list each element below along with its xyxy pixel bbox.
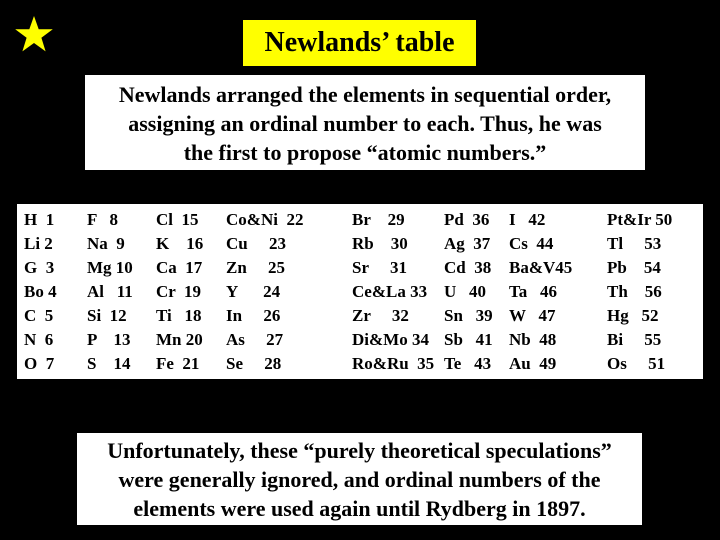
table-cell: Y 24 (226, 282, 281, 301)
intro-line: the first to propose “atomic numbers.” (183, 140, 547, 165)
star-icon (14, 14, 54, 54)
table-cell: Ag 37 (444, 234, 491, 253)
outro-line: elements were used again until Rydberg in 1897. (133, 496, 586, 521)
table-cell: K 16 (156, 234, 204, 253)
intro-text-box (85, 75, 645, 170)
outro-line: Unfortunately, these “purely theoretical speculations” (107, 438, 612, 463)
table-cell: Bi 55 (607, 330, 662, 349)
table-cell: S 14 (87, 354, 131, 373)
table-cell: Nb 48 (509, 330, 557, 349)
table-cell: Di&Mo 34 (352, 330, 429, 349)
table-cell: Al 11 (87, 282, 133, 301)
table-cell: Zr 32 (352, 306, 409, 325)
table-cell: C 5 (24, 306, 54, 325)
outro-text-box (77, 433, 642, 525)
table-grid (17, 204, 703, 379)
table-cell: G 3 (24, 258, 55, 277)
table-cell: Cl 15 (156, 210, 199, 229)
table-cell: I 42 (509, 210, 546, 229)
page-title: Newlands’ table (243, 20, 476, 66)
table-cell: Li 2 (24, 234, 53, 253)
table-cell: Ca 17 (156, 258, 203, 277)
table-cell: W 47 (509, 306, 556, 325)
table-cell: Bo 4 (24, 282, 57, 301)
table-cell: Te 43 (444, 354, 492, 373)
newlands-table (17, 204, 703, 379)
table-cell: N 6 (24, 330, 54, 349)
table-cell: U 40 (444, 282, 487, 301)
intro-line: assigning an ordinal number to each. Thus, he was (128, 111, 602, 136)
table-cell: Tl 53 (607, 234, 662, 253)
table-cell: Rb 30 (352, 234, 408, 253)
intro-line: Newlands arranged the elements in sequential order, (118, 82, 612, 107)
table-cell: Sb 41 (444, 330, 493, 349)
table-cell: Th 56 (607, 282, 662, 301)
table-cell: Mg 10 (87, 258, 133, 277)
table-cell: Ta 46 (509, 282, 558, 301)
table-cell: Si 12 (87, 306, 127, 325)
table-cell: F 8 (87, 210, 119, 229)
table-cell: Na 9 (87, 234, 125, 253)
table-cell: Co&Ni 22 (226, 210, 304, 229)
table-cell: Cu 23 (226, 234, 286, 253)
table-cell: Br 29 (352, 210, 405, 229)
table-cell: Se 28 (226, 354, 282, 373)
table-cell: Pd 36 (444, 210, 490, 229)
table-cell: Ba&V45 (509, 258, 573, 277)
table-cell: Au 49 (509, 354, 557, 373)
table-cell: Ro&Ru 35 (352, 354, 435, 373)
table-cell: Ti 18 (156, 306, 202, 325)
table-cell: Ce&La 33 (352, 282, 428, 301)
table-cell: Sr 31 (352, 258, 407, 277)
table-cell: Mn 20 (156, 330, 203, 349)
table-cell: As 27 (226, 330, 284, 349)
table-cell: Cr 19 (156, 282, 202, 301)
table-cell: Cs 44 (509, 234, 554, 253)
table-cell: Os 51 (607, 354, 666, 373)
table-cell: Fe 21 (156, 354, 200, 373)
table-cell: Zn 25 (226, 258, 286, 277)
table-cell: H 1 (24, 210, 55, 229)
table-cell: P 13 (87, 330, 131, 349)
table-cell: In 26 (226, 306, 281, 325)
table-cell: Cd 38 (444, 258, 492, 277)
outro-line: were generally ignored, and ordinal numbers of the (118, 467, 601, 492)
table-cell: Pt&Ir 50 (607, 210, 673, 229)
table-cell: O 7 (24, 354, 55, 373)
table-cell: Pb 54 (607, 258, 661, 277)
table-cell: Sn 39 (444, 306, 493, 325)
table-cell: Hg 52 (607, 306, 659, 325)
